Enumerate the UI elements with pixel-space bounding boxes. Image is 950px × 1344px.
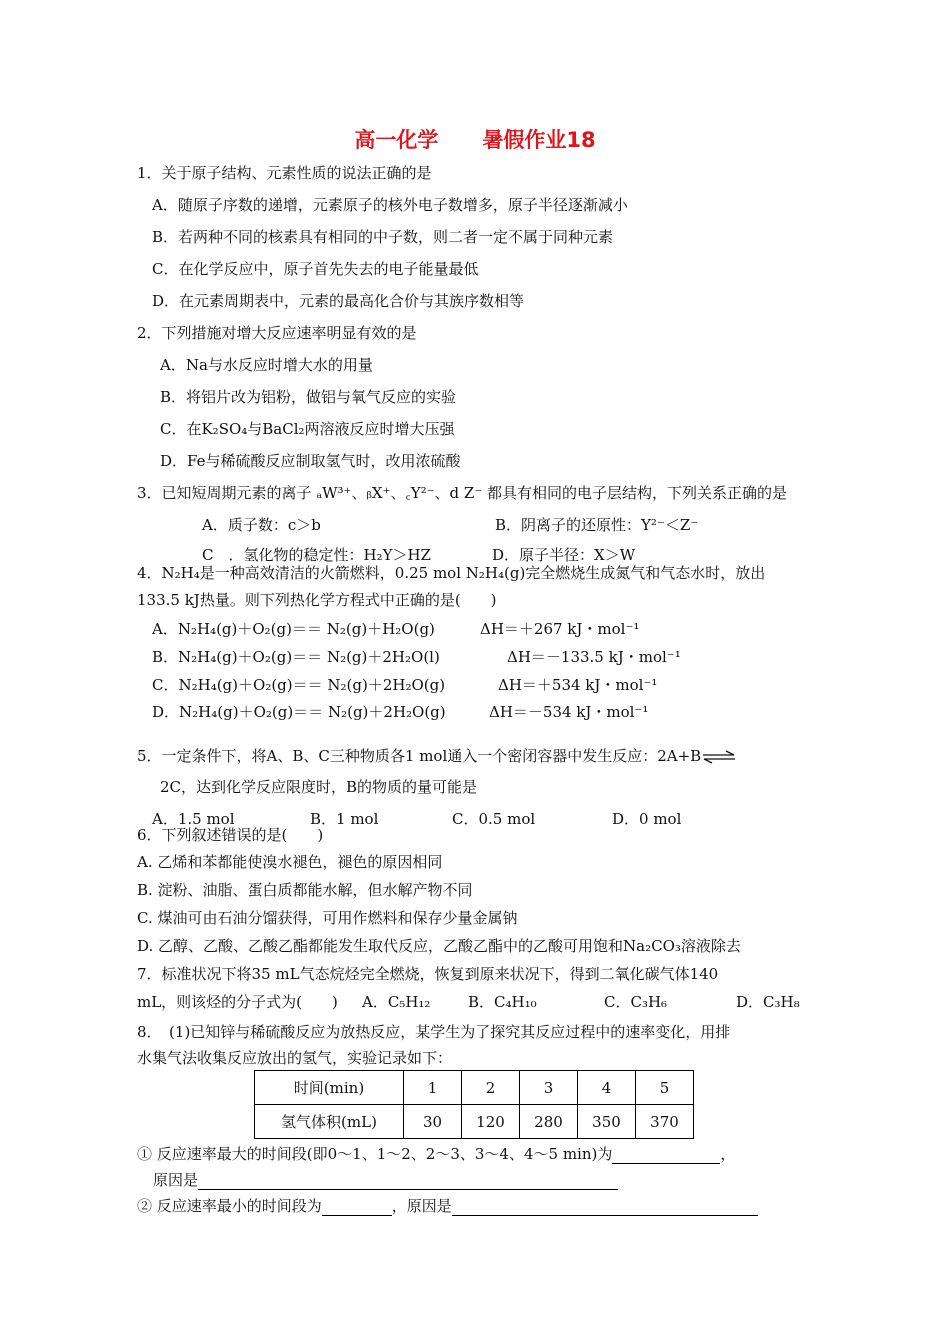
q8-part1-reason (153, 1170, 618, 1190)
q1-stem: 1．关于原子结构、元素性质的说法正确的是 (137, 164, 432, 182)
q4-option-d-enthalpy: ΔH＝－534 kJ・mol⁻¹ (489, 703, 649, 721)
table-row (255, 1071, 694, 1105)
q4-option-a-enthalpy: ΔH＝＋267 kJ・mol⁻¹ (480, 620, 640, 638)
q4-option-c: C．N₂H₄(g)＋O₂(g)＝＝ N₂(g)＋2H₂O(g) (152, 676, 446, 694)
q8-part2-mid: ，原因是 (391, 1197, 452, 1215)
table-header-volume: 氢气体积(mL) (255, 1105, 404, 1139)
q6-stem: 6．下列叙述错误的是( ) (137, 826, 324, 844)
q5-option-a: A．1.5 mol (152, 810, 235, 828)
table-cell: 1 (404, 1071, 462, 1105)
q5-option-c: C．0.5 mol (452, 810, 536, 828)
table-cell: 2 (462, 1071, 520, 1105)
table-cell: 3 (520, 1071, 578, 1105)
table-cell: 280 (520, 1105, 578, 1139)
q7-option-d: D．C₃H₈ (736, 993, 800, 1011)
q4-option-a: A．N₂H₄(g)＋O₂(g)＝＝ N₂(g)＋H₂O(g) (152, 620, 435, 638)
q7-stem-line2: mL，则该烃的分子式为( ) (137, 993, 338, 1011)
q3-option-d: D．原子半径：X＞W (492, 546, 636, 564)
q1-option-b: B．若两种不同的核素具有相同的中子数，则二者一定不属于同种元素 (152, 228, 614, 246)
q3-stem: 3．已知短周期元素的离子 ₐW³⁺、ᵦX⁺、꜀Y²⁻、d Z⁻ 都具有相同的电子层结构，下列关系正确的是 (137, 484, 788, 502)
q4-option-c-enthalpy: ΔH＝＋534 kJ・mol⁻¹ (498, 676, 658, 694)
q6-option-c: C. 煤油可由石油分馏获得，可用作燃料和保存少量金属钠 (137, 909, 518, 927)
q7-stem-line1: 7．标准状况下将35 mL气态烷烃完全燃烧，恢复到原来状况下，得到二氧化碳气体140 (137, 965, 719, 983)
q8-stem-line2: 水集气法收集反应放出的氢气，实验记录如下： (137, 1049, 453, 1067)
q8-stem-line1: 8． (1)已知锌与稀硫酸反应为放热反应，某学生为了探究其反应过程中的速率变化，用排 (137, 1023, 731, 1041)
q7-option-b: B．C₄H₁₀ (468, 993, 537, 1011)
q4-stem-line1: 4．N₂H₄是一种高效清洁的火箭燃料，0.25 mol N₂H₄(g)完全燃烧生成氮气和气态水时，放出 (137, 564, 766, 582)
q8-part1-reason-label: 原因是 (153, 1171, 199, 1189)
q5-stem-text: 5．一定条件下，将A、B、C三种物质各1 mol通入一个密闭容器中发生反应：2A+B (137, 747, 702, 765)
q7-option-c: C．C₃H₆ (604, 993, 668, 1011)
reversible-arrow-icon (702, 750, 736, 764)
answer-blank[interactable] (198, 1175, 618, 1190)
q5-stem-line2: 2C，达到化学反应限度时，B的物质的量可能是 (160, 778, 478, 796)
q8-part2-text: ② 反应速率最小的时间段为 (137, 1197, 322, 1215)
q4-option-b: B．N₂H₄(g)＋O₂(g)＝＝ N₂(g)＋2H₂O(l) (152, 648, 440, 666)
q6-option-a: A. 乙烯和苯都能使溴水褪色，褪色的原因相同 (137, 853, 443, 871)
data-table (254, 1070, 694, 1139)
q8-part2 (137, 1196, 758, 1216)
q1-option-a: A．随原子序数的递增，元素原子的核外电子数增多，原子半径逐渐减小 (152, 196, 628, 214)
q3-option-c: C ．氢化物的稳定性：H₂Y＞HZ (202, 546, 431, 564)
table-cell: 370 (636, 1105, 694, 1139)
q8-part1-end: ， (720, 1145, 736, 1163)
q5-stem-line1 (137, 746, 736, 766)
table-cell: 30 (404, 1105, 462, 1139)
answer-blank[interactable] (612, 1149, 720, 1164)
q4-option-d: D．N₂H₄(g)＋O₂(g)＝＝ N₂(g)＋2H₂O(g) (152, 703, 446, 721)
table-cell: 5 (636, 1071, 694, 1105)
q8-part1-text: ① 反应速率最大的时间段(即0～1、1～2、2～3、3～4、4～5 min)为 (137, 1145, 613, 1163)
table-cell: 120 (462, 1105, 520, 1139)
q7-option-a: A．C₅H₁₂ (362, 993, 431, 1011)
q5-option-b: B．1 mol (310, 810, 379, 828)
q3-option-b: B．阴离子的还原性：Y²⁻＜Z⁻ (495, 516, 699, 534)
q1-option-d: D．在元素周期表中，元素的最高化合价与其族序数相等 (152, 292, 525, 310)
q2-stem: 2．下列措施对增大反应速率明显有效的是 (137, 324, 417, 342)
q1-option-c: C．在化学反应中，原子首先失去的电子能量最低 (152, 260, 479, 278)
q2-option-c: C．在K₂SO₄与BaCl₂两溶液反应时增大压强 (160, 420, 455, 438)
q4-option-b-enthalpy: ΔH＝－133.5 kJ・mol⁻¹ (507, 648, 681, 666)
page-title: 高一化学 暑假作业18 (354, 128, 596, 152)
q2-option-a: A．Na与水反应时增大水的用量 (160, 356, 373, 374)
q2-option-d: D．Fe与稀硫酸反应制取氢气时，改用浓硫酸 (160, 452, 461, 470)
q6-option-b: B. 淀粉、油脂、蛋白质都能水解，但水解产物不同 (137, 881, 473, 899)
table-header-time: 时间(min) (255, 1071, 404, 1105)
table-cell: 4 (578, 1071, 636, 1105)
q8-part1 (137, 1144, 735, 1164)
q5-option-d: D．0 mol (612, 810, 682, 828)
q6-option-d: D. 乙醇、乙酸、乙酸乙酯都能发生取代反应，乙酸乙酯中的乙酸可用饱和Na₂CO₃溶液除去 (137, 937, 741, 955)
table-cell: 350 (578, 1105, 636, 1139)
answer-blank[interactable] (322, 1201, 392, 1216)
q4-stem-line2: 133.5 kJ热量。则下列热化学方程式中正确的是( ) (137, 591, 497, 609)
q2-option-b: B．将铝片改为铝粉，做铝与氧气反应的实验 (160, 388, 457, 406)
q3-option-a: A．质子数：c＞b (202, 516, 321, 534)
table-row (255, 1105, 694, 1139)
answer-blank[interactable] (452, 1201, 758, 1216)
